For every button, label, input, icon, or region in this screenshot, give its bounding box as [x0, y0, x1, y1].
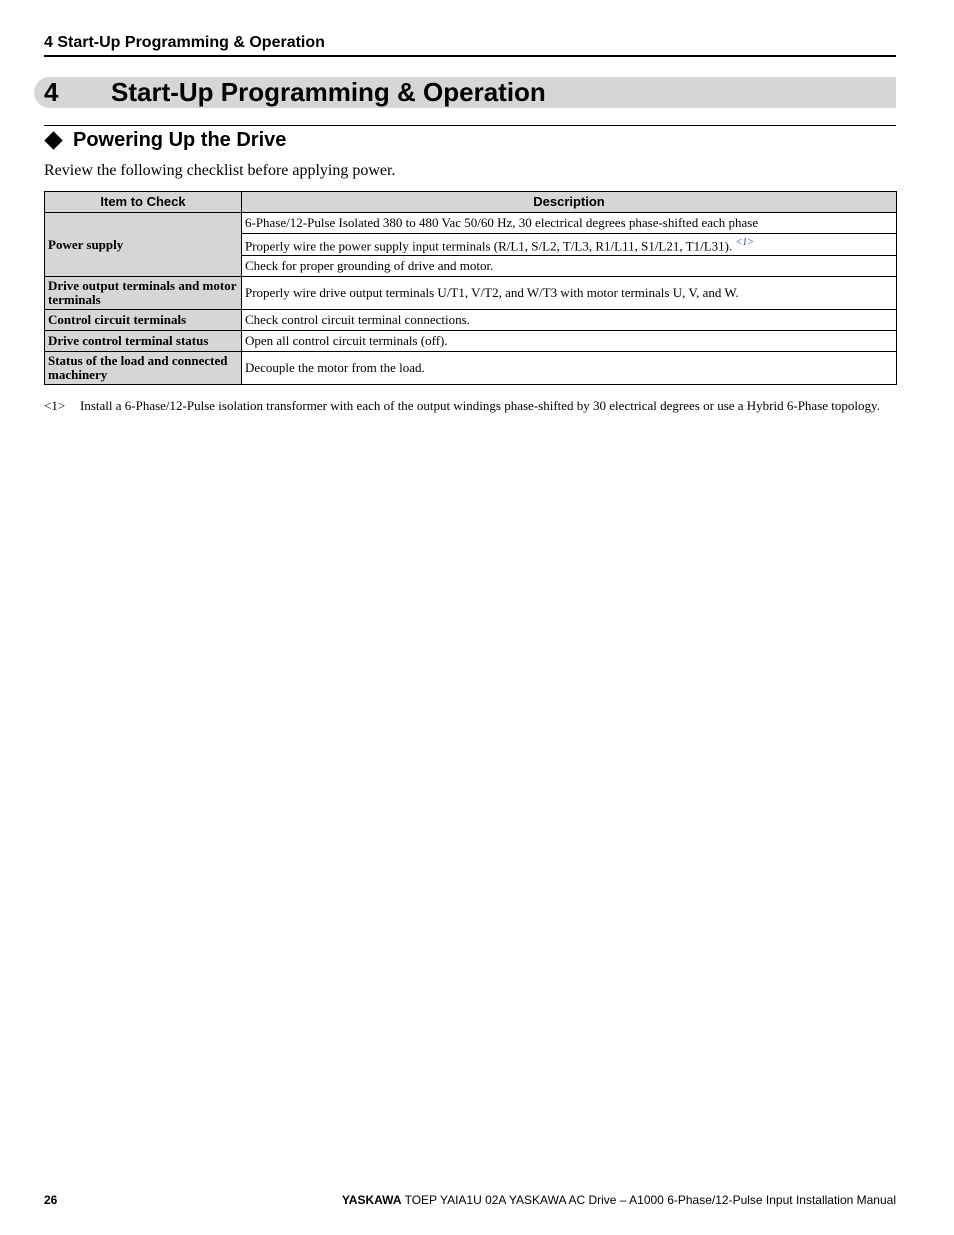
chapter-heading [34, 77, 896, 108]
footnote-mark: <1> [44, 398, 66, 413]
description-cell [242, 234, 897, 256]
section-title: Powering Up the Drive [73, 129, 287, 151]
chapter-number: 4 [44, 77, 59, 107]
item-cell: Control circuit terminals [45, 310, 242, 331]
section-divider [44, 125, 896, 126]
description-text: Properly wire the power supply input terminals (R/L1, S/L2, T/L3, R1/L11, S1/L21, T1/L31). [245, 238, 733, 254]
description-cell: Open all control circuit terminals (off). [242, 331, 897, 352]
table-header-row [45, 192, 897, 213]
diamond-bullet-icon [44, 131, 62, 149]
item-cell: Drive output terminals and motor terminals [45, 277, 242, 310]
description-cell: Check control circuit terminal connections. [242, 310, 897, 331]
column-header-description: Description [242, 192, 897, 213]
description-cell: Decouple the motor from the load. [242, 352, 897, 385]
description-cell: Check for proper grounding of drive and motor. [242, 256, 897, 277]
footnote [44, 397, 896, 414]
column-header-item: Item to Check [45, 192, 242, 213]
document-title [342, 1193, 896, 1207]
table-row [45, 331, 897, 352]
chapter-title: Start-Up Programming & Operation [111, 77, 546, 107]
table-row [45, 310, 897, 331]
section-heading [44, 129, 286, 152]
manual-title: TOEP YAIA1U 02A YASKAWA AC Drive – A1000 6-Phase/12-Pulse Input Installation Manual [401, 1193, 896, 1207]
footnote-reference-link[interactable]: <1> [735, 237, 754, 248]
footnote-text: Install a 6-Phase/12-Pulse isolation transformer with each of the output windings phase-shifted by 30 electrical degrees or use a Hybrid 6-Phase topology. [80, 398, 880, 413]
table-row [45, 277, 897, 310]
item-cell: Power supply [45, 213, 242, 277]
power-up-checklist-table [44, 191, 897, 385]
description-cell: 6-Phase/12-Pulse Isolated 380 to 480 Vac 50/60 Hz, 30 electrical degrees phase-shifted each phase [242, 213, 897, 234]
brand-name: YASKAWA [341, 1193, 402, 1207]
item-cell: Status of the load and connected machinery [45, 352, 242, 385]
page-number: 26 [44, 1193, 58, 1207]
item-cell: Drive control terminal status [45, 331, 242, 352]
table-row [45, 352, 897, 385]
table-row [45, 213, 897, 234]
intro-paragraph: Review the following checklist before applying power. [44, 162, 396, 179]
description-cell: Properly wire drive output terminals U/T1, V/T2, and W/T3 with motor terminals U, V, and W. [242, 277, 897, 310]
running-header: 4 Start-Up Programming & Operation [44, 34, 896, 57]
